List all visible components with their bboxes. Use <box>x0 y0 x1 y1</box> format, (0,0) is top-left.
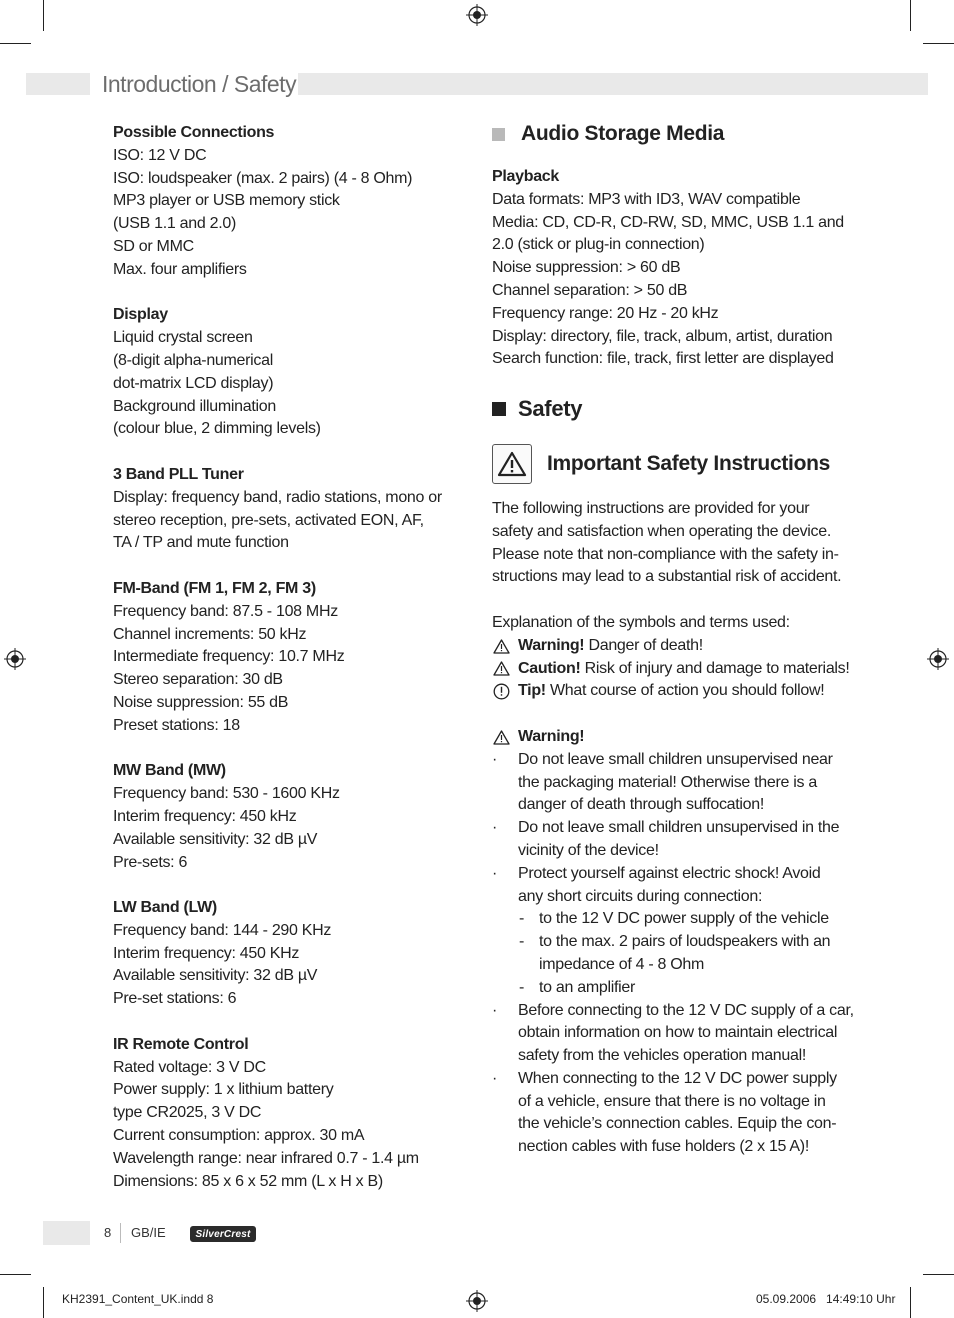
bullet-line: the packaging material! Otherwise there is a <box>518 773 817 791</box>
symbol-text: Danger of death! <box>588 636 703 654</box>
crop-mark <box>0 1274 31 1275</box>
section-title: Display <box>113 306 168 324</box>
bullet-dot: · <box>492 750 498 768</box>
safety-heading <box>492 394 854 424</box>
sub-item <box>492 977 854 1000</box>
gray-square-bullet-icon <box>492 128 505 141</box>
section-title: MW Band (MW) <box>113 762 226 780</box>
intro-paragraph <box>492 498 854 589</box>
sub-line: to the max. 2 pairs of loudspeakers with an <box>539 933 831 951</box>
warning-triangle-icon <box>492 660 510 678</box>
print-slug-date: 05.09.2006 14:49:10 Uhr <box>756 1292 896 1306</box>
symbol-row <box>492 680 854 703</box>
crop-mark <box>0 43 31 44</box>
spec-section <box>113 760 458 874</box>
bullet-line: Do not leave small children unsupervised near <box>518 750 833 768</box>
spec-line: Stereo separation: 30 dB <box>113 671 283 689</box>
registration-mark-icon <box>927 648 949 670</box>
bullet-item <box>492 749 854 817</box>
symbol-row <box>492 635 854 658</box>
crop-mark <box>923 1274 954 1275</box>
sub-dash: - <box>519 978 525 996</box>
sub-line: impedance of 4 - 8 Ohm <box>539 955 705 973</box>
spec-line: Intermediate frequency: 10.7 MHz <box>113 648 345 666</box>
spec-line: (colour blue, 2 dimming levels) <box>113 420 321 438</box>
bullet-item <box>492 1000 854 1068</box>
spec-section <box>113 304 458 441</box>
sub-line: to the 12 V DC power supply of the vehicle <box>539 910 829 928</box>
section-title: 3 Band PLL Tuner <box>113 465 244 483</box>
warning-triangle-icon <box>492 444 532 484</box>
spec-line: MP3 player or USB memory stick <box>113 192 340 210</box>
spec-section <box>113 578 458 738</box>
bullet-line: When connecting to the 12 V DC power supply <box>518 1069 837 1087</box>
sub-item <box>492 931 854 977</box>
bullet-line: the vehicle’s connection cables. Equip the con- <box>518 1115 837 1133</box>
spec-line: Channel separation: > 50 dB <box>492 281 688 299</box>
instructions-heading <box>492 442 854 486</box>
spec-line: Background illumination <box>113 397 276 415</box>
crop-mark <box>43 0 44 31</box>
warning-triangle-icon <box>492 637 510 655</box>
print-slug-file: KH2391_Content_UK.indd 8 <box>62 1292 214 1306</box>
crop-mark <box>43 1287 44 1318</box>
right-column <box>492 120 854 1159</box>
bullet-dot: · <box>492 1001 498 1019</box>
spec-line: Noise suppression: > 60 dB <box>492 259 681 277</box>
spec-line: Preset stations: 18 <box>113 716 240 734</box>
spec-line: Dimensions: 85 x 6 x 52 mm (L x H x B) <box>113 1172 383 1190</box>
sub-item <box>492 908 854 931</box>
bullet-line: safety from the vehicles operation manual! <box>518 1047 807 1065</box>
bullet-line: vicinity of the device! <box>518 841 659 859</box>
page-title: Introduction / Safety <box>102 71 297 97</box>
symbols-explanation <box>492 612 854 703</box>
spec-line: Display: directory, file, track, album, artist, duration <box>492 327 833 345</box>
spec-line: Power supply: 1 x lithium battery <box>113 1081 334 1099</box>
spec-line: Data formats: MP3 with ID3, WAV compatible <box>492 190 801 208</box>
paragraph-line: structions may lead to a substantial risk of accident. <box>492 568 842 586</box>
crop-mark <box>923 43 954 44</box>
spec-line: Max. four amplifiers <box>113 260 247 278</box>
spec-line: Display: frequency band, radio stations, mono or <box>113 488 442 506</box>
spec-line: TA / TP and mute function <box>113 534 289 552</box>
spec-line: Media: CD, CD-R, CD-RW, SD, MMC, USB 1.1 and <box>492 213 844 231</box>
spec-line: ISO: 12 V DC <box>113 146 207 164</box>
page-number: 8 <box>104 1225 112 1240</box>
registration-mark-icon <box>4 648 26 670</box>
spec-line: Liquid crystal screen <box>113 329 253 347</box>
spec-line: Frequency band: 144 - 290 KHz <box>113 921 332 939</box>
spec-line: Interim frequency: 450 kHz <box>113 807 297 825</box>
spec-line: stereo reception, pre-sets, activated EON, AF, <box>113 511 424 529</box>
region-code: GB/IE <box>131 1225 166 1240</box>
spec-line: Frequency range: 20 Hz - 20 kHz <box>492 304 719 322</box>
silvercrest-logo: SilverCrest <box>190 1226 256 1242</box>
spec-line: (8-digit alpha-numerical <box>113 351 273 369</box>
bullet-line: danger of death through suffocation! <box>518 796 764 814</box>
spec-line: Available sensitivity: 32 dB µV <box>113 967 318 985</box>
symbol-term: Warning! <box>518 636 585 654</box>
warning-block <box>492 726 854 1159</box>
registration-mark-icon <box>466 1290 488 1312</box>
bullet-item <box>492 1068 854 1159</box>
bullet-line: nection cables with fuse holders (2 x 15 A)! <box>518 1138 809 1156</box>
spec-line: ISO: loudspeaker (max. 2 pairs) (4 - 8 Ohm) <box>113 169 413 187</box>
section-title: IR Remote Control <box>113 1035 249 1053</box>
sub-dash: - <box>519 910 525 928</box>
black-square-bullet-icon <box>492 402 506 416</box>
paragraph-line: Please note that non-compliance with the safety in- <box>492 545 839 563</box>
spec-line: Search function: file, track, first letter are displayed <box>492 350 834 368</box>
bullet-line: Before connecting to the 12 V DC supply of a car, <box>518 1001 854 1019</box>
spec-line: (USB 1.1 and 2.0) <box>113 215 236 233</box>
symbol-row <box>492 658 854 681</box>
footer-box <box>43 1221 90 1245</box>
left-column <box>113 122 458 1216</box>
spec-line: Available sensitivity: 32 dB µV <box>113 830 318 848</box>
symbol-term: Tip! <box>518 682 546 700</box>
section-title: Playback <box>492 168 559 185</box>
tip-exclamation-icon <box>492 683 510 701</box>
warning-title-row <box>492 726 854 749</box>
spec-section <box>113 122 458 282</box>
spec-line: Pre-set stations: 6 <box>113 990 237 1008</box>
bullet-line: Protect yourself against electric shock! Avoid <box>518 864 821 882</box>
spec-section <box>113 1034 458 1194</box>
header-bar <box>298 73 928 95</box>
spec-line: Frequency band: 530 - 1600 KHz <box>113 785 340 803</box>
bullet-item <box>492 817 854 863</box>
instructions-heading-text: Important Safety Instructions <box>547 451 831 475</box>
spec-line: SD or MMC <box>113 237 194 255</box>
audio-heading <box>492 120 854 148</box>
warning-title: Warning! <box>518 727 585 745</box>
explanation-text: Explanation of the symbols and terms used: <box>492 613 790 631</box>
header-bar <box>26 73 90 95</box>
spec-line: Interim frequency: 450 KHz <box>113 944 300 962</box>
bullet-line: of a vehicle, ensure that there is no voltage in <box>518 1092 826 1110</box>
bullet-line: Do not leave small children unsupervised in the <box>518 819 840 837</box>
spec-line: Current consumption: approx. 30 mA <box>113 1127 365 1145</box>
warning-triangle-icon <box>492 728 510 746</box>
spec-line: Wavelength range: near infrared 0.7 - 1.4 µm <box>113 1149 419 1167</box>
spec-line: 2.0 (stick or plug-in connection) <box>492 236 705 254</box>
bullet-dot: · <box>492 1069 498 1087</box>
section-title: FM-Band (FM 1, FM 2, FM 3) <box>113 579 316 597</box>
symbol-term: Caution! <box>518 659 581 677</box>
spec-line: Pre-sets: 6 <box>113 853 188 871</box>
audio-heading-text: Audio Storage Media <box>521 121 725 145</box>
paragraph-line: The following instructions are provided for your <box>492 499 810 517</box>
registration-mark-icon <box>466 4 488 26</box>
spec-section <box>113 464 458 555</box>
spec-line: Channel increments: 50 kHz <box>113 625 307 643</box>
bullet-line: any short circuits during connection: <box>518 887 763 905</box>
footer-divider <box>120 1223 121 1243</box>
bullet-dot: · <box>492 819 498 837</box>
sub-dash: - <box>519 933 525 951</box>
bullet-item <box>492 863 854 909</box>
spec-line: Noise suppression: 55 dB <box>113 693 289 711</box>
safety-heading-text: Safety <box>518 395 583 421</box>
spec-section <box>113 897 458 1011</box>
crop-mark <box>910 1287 911 1318</box>
spec-line: Frequency band: 87.5 - 108 MHz <box>113 602 338 620</box>
section-title: Possible Connections <box>113 124 275 141</box>
playback-section <box>492 166 854 371</box>
spec-line: dot-matrix LCD display) <box>113 374 274 392</box>
paragraph-line: safety and satisfaction when operating the device. <box>492 522 832 540</box>
bullet-dot: · <box>492 864 498 882</box>
section-title: LW Band (LW) <box>113 899 217 917</box>
sub-line: to an amplifier <box>539 978 635 996</box>
spec-line: type CR2025, 3 V DC <box>113 1104 262 1122</box>
bullet-line: obtain information on how to maintain electrical <box>518 1024 838 1042</box>
symbol-text: What course of action you should follow! <box>550 682 825 700</box>
spec-line: Rated voltage: 3 V DC <box>113 1058 266 1076</box>
crop-mark <box>910 0 911 31</box>
symbol-text: Risk of injury and damage to materials! <box>584 659 850 677</box>
